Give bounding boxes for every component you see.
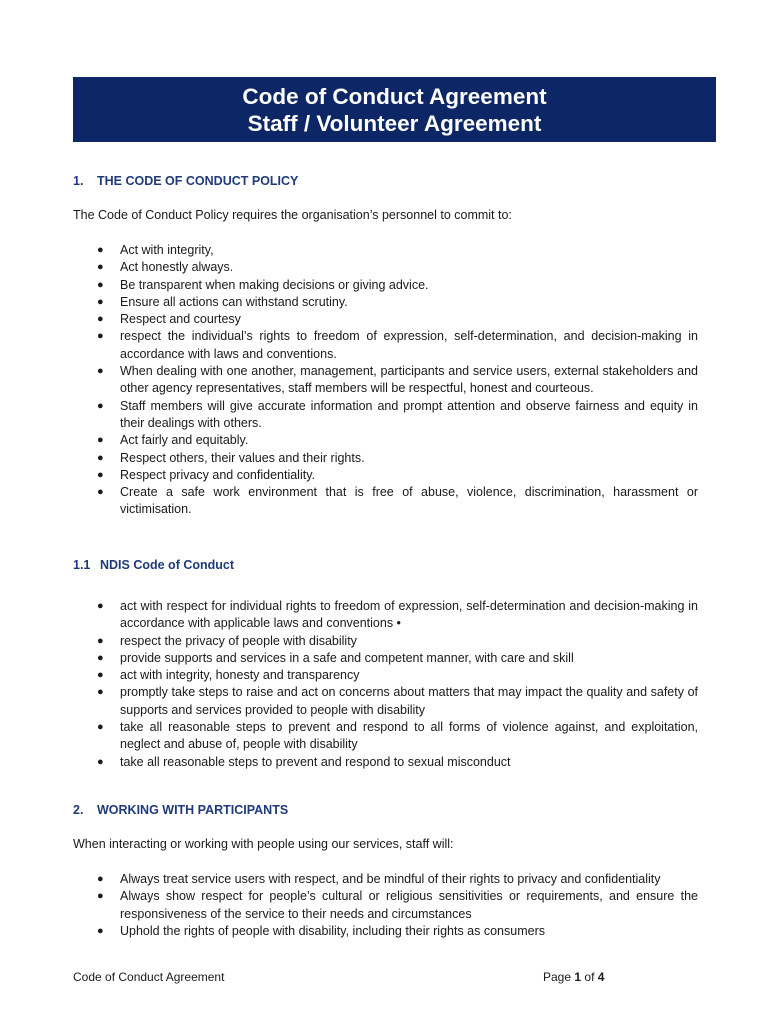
list-item [73,754,698,771]
bullet-icon: ● [97,278,104,291]
section-2-list [73,871,698,940]
list-item-text: act with integrity, honesty and transparency [120,668,360,683]
list-item [73,363,698,398]
list-item-text: Respect others, their values and their rights. [120,450,365,465]
section-1-1-list [73,598,698,771]
list-item [73,633,698,650]
list-item-text: Always show respect for people’s cultural or religious sensitivities or requirements, and ensure the responsiveness of the service to their needs and circumstances [120,889,698,921]
list-item-text: respect the individual’s rights to freedom of expression, self-determination, and decision-making in accordance with laws and conventions. [120,329,698,361]
page-total: 4 [597,970,605,984]
section-title: THE CODE OF CONDUCT POLICY [97,174,299,188]
list-item [73,923,698,940]
list-item [73,719,698,754]
section-1-1-heading [73,558,698,572]
list-item-text: Act honestly always. [120,260,234,275]
list-item [73,888,698,923]
list-item-text: Respect privacy and confidentiality. [120,467,316,482]
list-item-text: take all reasonable steps to prevent and respond to sexual misconduct [120,754,511,769]
list-item [73,277,698,294]
list-item [73,259,698,276]
list-item [73,294,698,311]
list-item [73,484,698,519]
list-item-text: promptly take steps to raise and act on concerns about matters that may impact the quality and safety of supports and services provided to people with disability [120,685,698,717]
bullet-icon: ● [97,669,104,682]
list-item-text: Ensure all actions can withstand scrutiny. [120,294,348,309]
section-2-heading [73,803,698,817]
footer-title: Code of Conduct Agreement [73,970,225,984]
bullet-icon: ● [97,755,104,768]
bullet-icon: ● [97,451,104,464]
section-number: 1. [73,174,84,188]
list-item [73,871,698,888]
list-item-text: When dealing with one another, management, participants and service users, external stakeholders and other agency representatives, staff members will be respectful, honest and courteous. [120,364,698,396]
section-number: 1.1 [73,558,91,572]
list-item-text: respect the privacy of people with disability [120,633,357,648]
bullet-icon: ● [97,634,104,647]
list-item-text: Uphold the rights of people with disability, including their rights as consumers [120,923,545,938]
list-item [73,467,698,484]
section-title: NDIS Code of Conduct [100,558,235,572]
list-item-text: Staff members will give accurate information and prompt attention and observe fairness and equity in their dealings with others. [120,398,698,430]
list-item [73,432,698,449]
list-item-text: take all reasonable steps to prevent and respond to all forms of violence against, and exploitation, neglect and abuse of, people with disability [120,720,698,752]
list-item [73,598,698,633]
list-item-text: Create a safe work environment that is free of abuse, violence, discrimination, harassment or victimisation. [120,485,698,517]
bullet-icon: ● [97,295,104,308]
list-item-text: Act with integrity, [120,243,214,257]
section-title: WORKING WITH PARTICIPANTS [97,803,289,817]
section-number: 2. [73,803,84,817]
section-1-list [73,242,698,519]
list-item-text: Always treat service users with respect, and be mindful of their rights to privacy and confidentiality [120,872,661,886]
bullet-icon: ● [97,434,104,447]
section-1-heading [73,174,698,188]
list-item [73,311,698,328]
page-number [543,970,604,984]
list-item [73,242,698,259]
list-item [73,328,698,363]
bullet-icon: ● [97,721,104,734]
bullet-icon: ● [97,873,104,885]
list-item-text: act with respect for individual rights to freedom of expression, self-determination and decision-making in accordance with applicable laws and conventions • [120,599,698,631]
document-title: Code of Conduct Agreement [242,83,547,109]
list-item-text: provide supports and services in a safe and competent manner, with care and skill [120,650,574,665]
bullet-icon: ● [97,890,104,903]
list-item [73,398,698,433]
bullet-icon: ● [97,686,104,699]
bullet-icon: ● [97,244,104,256]
list-item [73,667,698,684]
page-prefix: Page [543,970,572,984]
section-1-intro: The Code of Conduct Policy requires the organisation’s personnel to commit to: [73,208,512,222]
list-item-text: Be transparent when making decisions or giving advice. [120,277,429,292]
document-subtitle: Staff / Volunteer Agreement [247,110,542,136]
bullet-icon: ● [97,313,104,326]
page-current: 1 [574,970,582,984]
bullet-icon: ● [97,924,104,937]
list-item [73,650,698,667]
section-2-intro: When interacting or working with people using our services, staff will: [73,837,454,851]
page-of: of [584,970,595,984]
bullet-icon: ● [97,651,104,664]
bullet-icon: ● [97,365,104,378]
bullet-icon: ● [97,468,104,481]
list-item [73,684,698,719]
bullet-icon: ● [97,330,104,343]
list-item-text: Respect and courtesy [120,312,241,327]
title-banner [73,77,716,142]
bullet-icon: ● [97,600,104,612]
bullet-icon: ● [97,486,104,499]
list-item-text: Act fairly and equitably. [120,433,249,448]
bullet-icon: ● [97,261,104,274]
bullet-icon: ● [97,399,104,412]
list-item [73,450,698,467]
